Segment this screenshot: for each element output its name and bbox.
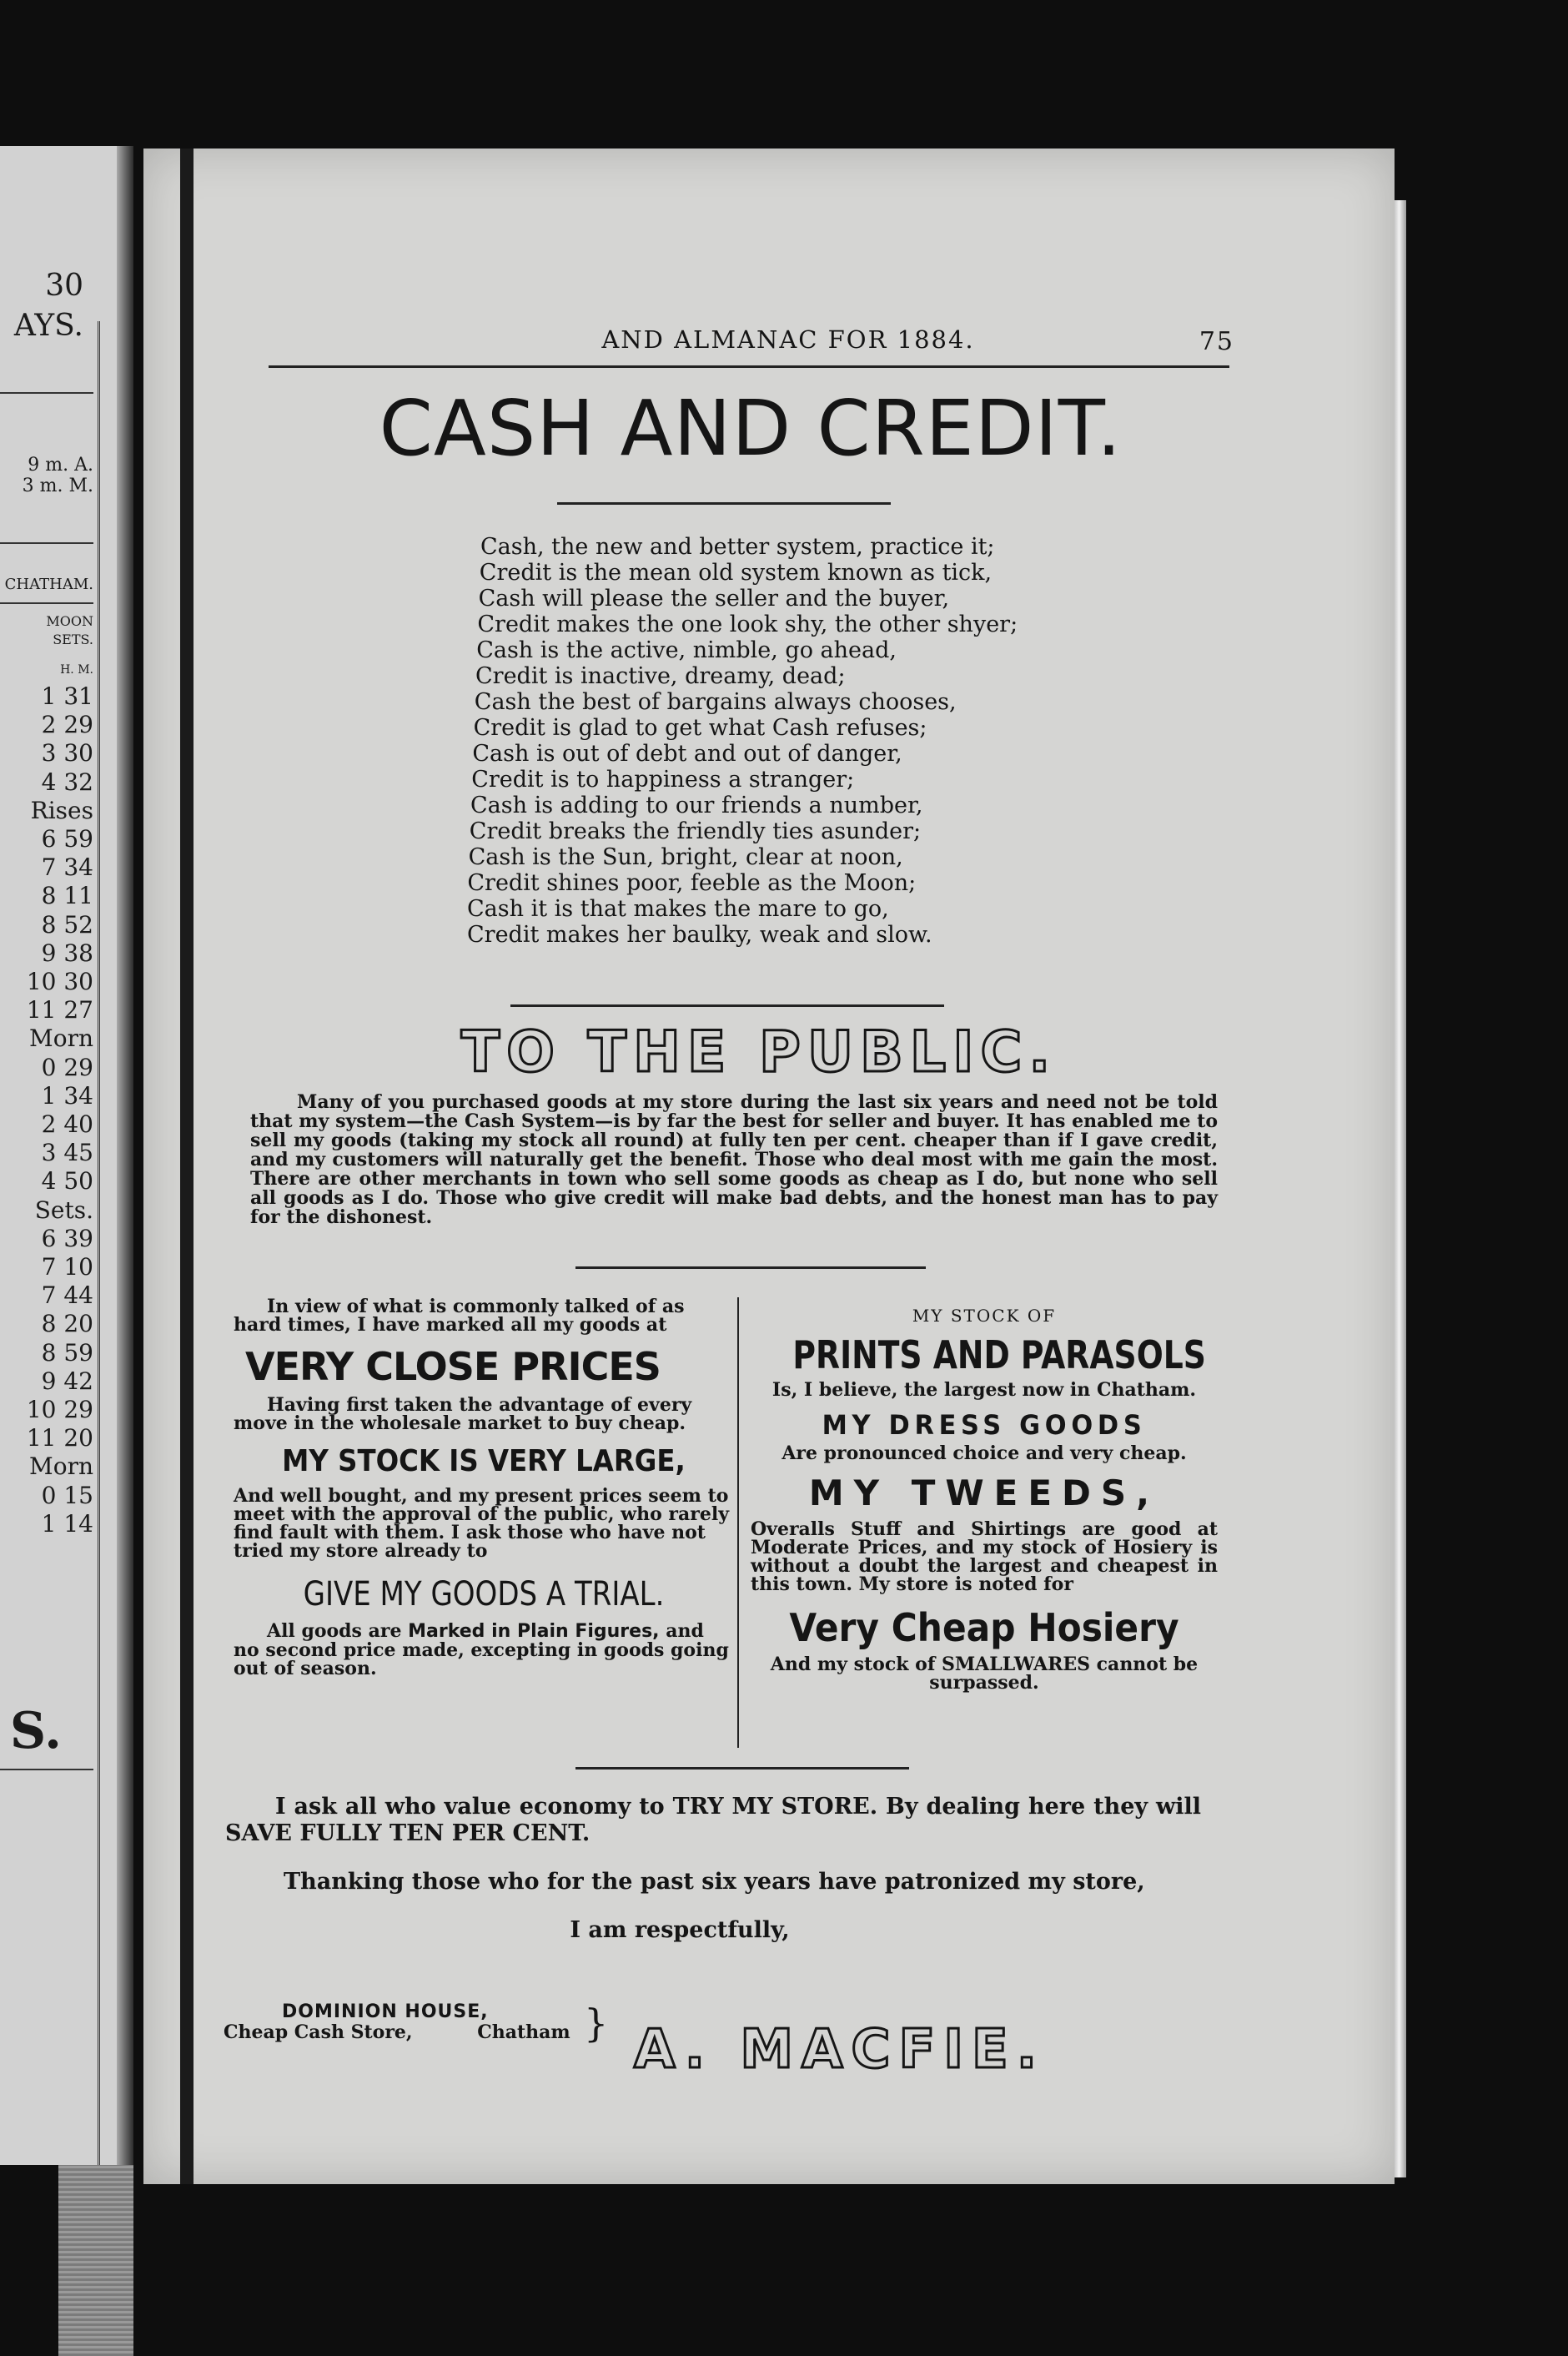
left-page-line: 3 m. M.: [22, 476, 93, 496]
tweeds-headline: MY TWEEDS,: [808, 1472, 1160, 1513]
poem-line: Cash is adding to our friends a number,: [470, 793, 923, 818]
section-divider-3: [575, 1767, 909, 1770]
sign-off: I am respectfully,: [570, 1917, 790, 1943]
column-divider: [737, 1297, 739, 1748]
page-gutter: [117, 146, 133, 2165]
poem-line: Cash, the new and better system, practice it;: [480, 534, 995, 560]
section-divider-1: [510, 1004, 944, 1007]
right-text-4: And my stock of SMALLWARES cannot be surpassed.: [770, 1654, 1199, 1694]
cash-credit-poem: [467, 534, 1101, 948]
left-facing-page: [0, 146, 133, 2165]
cheap-hosiery-headline: Very Cheap Hosiery: [789, 1605, 1179, 1650]
left-page-line: CHATHAM.: [4, 576, 93, 593]
poem-line: Credit makes her baulky, weak and slow.: [467, 922, 932, 948]
left-page-line: 9 38: [41, 939, 93, 967]
store-town: Chatham: [477, 2021, 570, 2043]
left-page-line: 30: [45, 269, 83, 303]
closing-block: [225, 1794, 1201, 1944]
closing-para-1: I ask all who value economy to TRY MY STORE. By dealing here they will SAVE FULLY TEN PER CENT.: [225, 1794, 1201, 1846]
left-page-line: 6 39: [41, 1224, 93, 1252]
left-page-line: 3 45: [41, 1139, 93, 1167]
left-page-line: 4 32: [41, 768, 93, 796]
left-page-line: 7 44: [41, 1281, 93, 1310]
left-page-line: S.: [9, 1702, 62, 1760]
book-cloth: [58, 2165, 133, 2356]
dress-goods-headline: MY DRESS GOODS: [822, 1409, 1147, 1441]
left-page-line: AYS.: [13, 309, 83, 343]
poem-line: Credit is inactive, dreamy, dead;: [475, 663, 846, 689]
left-page-line: 11 20: [26, 1424, 93, 1452]
right-text-2: Are pronounced choice and very cheap.: [781, 1442, 1187, 1464]
brace-glyph: }: [584, 2001, 609, 2046]
left-page-line: 0 29: [41, 1053, 93, 1081]
left-page-line: 7 10: [41, 1253, 93, 1281]
give-trial-headline: GIVE MY GOODS A TRIAL.: [303, 1575, 665, 1613]
poem-line: Credit is glad to get what Cash refuses;: [473, 715, 927, 741]
my-stock-of: MY STOCK OF: [912, 1306, 1057, 1326]
left-page-line: 8 20: [41, 1310, 93, 1338]
poem-line: Cash is the active, nimble, go ahead,: [476, 637, 897, 663]
page-border: [98, 321, 105, 2165]
left-page-line: 8 11: [41, 882, 93, 910]
store-line: [224, 2022, 599, 2042]
poem-line: Cash is out of debt and out of danger,: [472, 741, 902, 767]
left-intro: In view of what is commonly talked of as hard times, I have marked all my goods at: [234, 1296, 685, 1336]
left-text-2: And well bought, and my present prices seem to meet with the approval of the public, who rarely find fault with them. I ask those who have not tried my store already to: [234, 1485, 729, 1562]
left-page-line: 1 14: [41, 1509, 93, 1538]
book-spine: [180, 149, 193, 2184]
left-page-line: SETS.: [53, 632, 93, 647]
left-page-line: 8 52: [41, 910, 93, 939]
left-page-line: 7 34: [41, 853, 93, 882]
stock-large-headline: MY STOCK IS VERY LARGE,: [282, 1444, 686, 1478]
right-column: [751, 1306, 1218, 1692]
to-the-public-text: Many of you purchased goods at my store during the last six years and need not be told that my system—the Cash System—is by far the best for seller and buyer. It has enabled me to sell my goods (taking my stock all round) at fully ten per cent. cheaper than if I gave credit, and my customers will naturally get the benefit. Those who deal most with me gain the most. There are other merchants in town who sell some goods as cheap as I do, but none who sell all goods as I do. Those who give credit will make bad debts, and the honest man has to pay for the dishonest.: [250, 1091, 1218, 1228]
left-page-line: 2 40: [41, 1110, 93, 1138]
left-page-line: 2 29: [41, 711, 93, 739]
right-text-3: Overalls Stuff and Shirtings are good at Moderate Prices, and my stock of Hosiery is without a doubt the largest and cheapest in this town. My store is noted for: [751, 1518, 1218, 1595]
left-page-rule: [0, 1769, 93, 1770]
poem-line: Credit is to happiness a stranger;: [471, 767, 855, 793]
left-page-line: Sets.: [34, 1196, 93, 1224]
closing-para-2: Thanking those who for the past six years have patronized my store,: [284, 1869, 1145, 1895]
left-page-line: Morn: [29, 1024, 93, 1053]
header-rule: [269, 365, 1229, 368]
cash-and-credit-title: CASH AND CREDIT.: [379, 384, 1123, 473]
signature: A. MACFIE.: [634, 2019, 1046, 2081]
left-page-line: H. M.: [60, 663, 93, 677]
store-name: DOMINION HOUSE,: [282, 2001, 489, 2022]
section-divider-2: [575, 1266, 926, 1269]
left-page-line: 4 50: [41, 1167, 93, 1196]
left-page-line: 9 m. A.: [28, 455, 93, 476]
left-text-3a: All goods are: [267, 1620, 402, 1642]
page-edge: [1395, 200, 1406, 2177]
left-column: [234, 1297, 734, 1678]
left-text-3c: and no second price made, excepting in goods going out of season.: [234, 1620, 729, 1679]
poem-line: Credit is the mean old system known as tick,: [479, 560, 993, 586]
left-page-rule: [0, 542, 93, 544]
poem-line: Cash the best of bargains always chooses,: [474, 689, 957, 715]
page-header: [267, 325, 1234, 365]
left-page-line: 9 42: [41, 1367, 93, 1395]
left-page-rule: [0, 392, 93, 394]
left-page-rule: [0, 602, 93, 604]
page-number: 75: [1199, 327, 1234, 356]
left-page-line: 6 59: [41, 825, 93, 853]
poem-line: Credit makes the one look shy, the other shyer;: [477, 612, 1018, 637]
store-desc: Cheap Cash Store,: [224, 2021, 413, 2043]
left-page-line: 0 15: [41, 1481, 93, 1509]
poem-line: Credit breaks the friendly ties asunder;: [469, 818, 922, 844]
poem-line: Credit shines poor, feeble as the Moon;: [467, 870, 917, 896]
left-page-line: 3 30: [41, 739, 93, 768]
left-page-line: 1 34: [41, 1081, 93, 1110]
store-address: [224, 2002, 599, 2042]
poem-line: Cash will please the seller and the buyer,: [478, 586, 950, 612]
running-head: AND ALMANAC FOR 1884.: [601, 325, 975, 354]
left-text-3: [234, 1622, 734, 1678]
prints-parasols-headline: PRINTS AND PARASOLS: [792, 1332, 1206, 1377]
left-page-line: 8 59: [41, 1338, 93, 1367]
left-page-line: Morn: [29, 1452, 93, 1481]
left-page-line: 10 30: [26, 968, 93, 995]
very-close-prices-headline: VERY CLOSE PRICES: [245, 1344, 661, 1389]
to-the-public-title: TO THE PUBLIC.: [460, 1019, 1058, 1085]
left-page-line: 11 27: [26, 996, 93, 1024]
poem-line: Cash it is that makes the mare to go,: [467, 896, 889, 922]
plain-figures: Marked in Plain Figures,: [408, 1621, 660, 1642]
left-page-line: 10 29: [26, 1396, 93, 1423]
left-page-line: MOON: [46, 613, 93, 629]
title-underline: [557, 502, 891, 505]
left-page-line: 1 31: [41, 682, 93, 710]
left-page-line: Rises: [30, 796, 93, 824]
poem-line: Cash is the Sun, bright, clear at noon,: [468, 844, 903, 870]
right-text-1: Is, I believe, the largest now in Chatham.: [771, 1379, 1197, 1401]
left-text-1: Having first taken the advantage of every move in the wholesale market to buy cheap.: [234, 1394, 692, 1434]
